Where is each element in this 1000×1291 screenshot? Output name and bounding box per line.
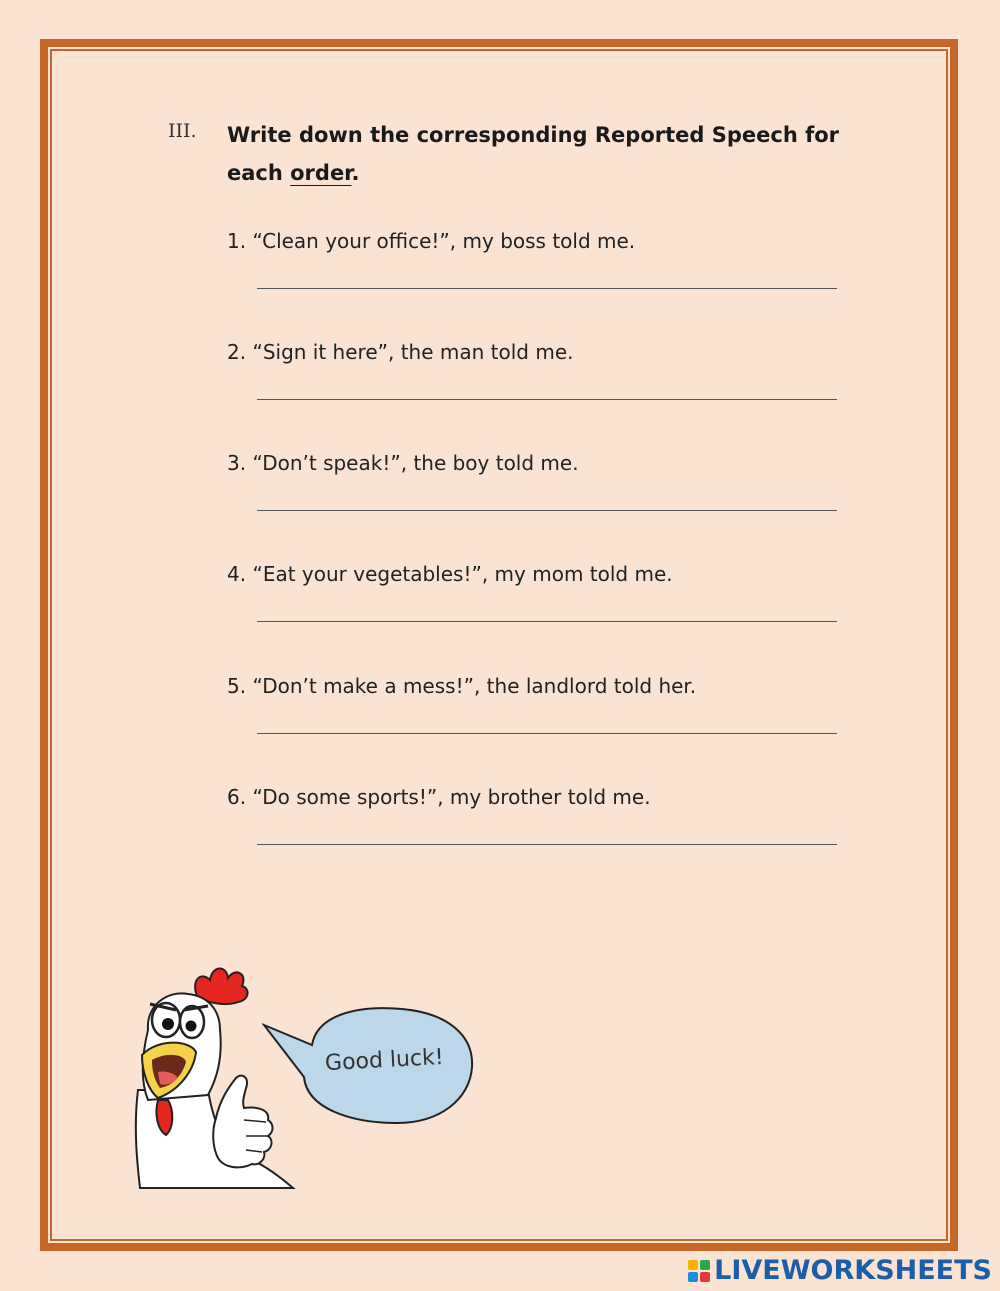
logo-grid-icon <box>688 1260 710 1282</box>
instruction-part1: Write down the corresponding Reported Speech for each <box>227 123 839 185</box>
question-number: 1. <box>227 229 247 253</box>
speech-bubble-text: Good luck! <box>324 1044 445 1077</box>
question-text: “Eat your vegetables!”, my mom told me. <box>252 562 673 586</box>
question-item-5 <box>227 674 847 698</box>
question-item-2 <box>227 340 847 364</box>
answer-line-2 <box>257 399 837 400</box>
answer-line-5 <box>257 733 837 734</box>
answer-line-1 <box>257 288 837 289</box>
question-number: 2. <box>227 340 247 364</box>
answer-line-4 <box>257 621 837 622</box>
question-item-1 <box>227 229 847 253</box>
answer-line-6 <box>257 844 837 845</box>
question-number: 4. <box>227 562 247 586</box>
instruction-end: . <box>351 161 360 185</box>
answer-input-1[interactable] <box>257 258 841 286</box>
answer-line-3 <box>257 510 837 511</box>
question-number: 6. <box>227 785 247 809</box>
question-number: 3. <box>227 451 247 475</box>
answer-input-4[interactable] <box>257 591 841 619</box>
question-text: “Clean your office!”, my boss told me. <box>252 229 636 253</box>
question-item-6 <box>227 785 847 809</box>
question-text: “Don’t make a mess!”, the landlord told her. <box>252 674 697 698</box>
section-number: III. <box>168 120 197 142</box>
answer-input-6[interactable] <box>257 814 841 842</box>
instruction-underlined-word: order <box>290 161 352 185</box>
question-item-4 <box>227 562 847 586</box>
answer-input-2[interactable] <box>257 369 841 397</box>
answer-input-5[interactable] <box>257 703 841 731</box>
liveworksheets-logo <box>688 1255 992 1286</box>
question-text: “Sign it here”, the man told me. <box>252 340 574 364</box>
question-text: “Do some sports!”, my brother told me. <box>252 785 651 809</box>
question-item-3 <box>227 451 847 475</box>
logo-text: LIVEWORKSHEETS <box>714 1255 992 1286</box>
question-text: “Don’t speak!”, the boy told me. <box>252 451 579 475</box>
answer-input-3[interactable] <box>257 480 841 508</box>
instruction-text <box>227 116 887 192</box>
question-number: 5. <box>227 674 247 698</box>
